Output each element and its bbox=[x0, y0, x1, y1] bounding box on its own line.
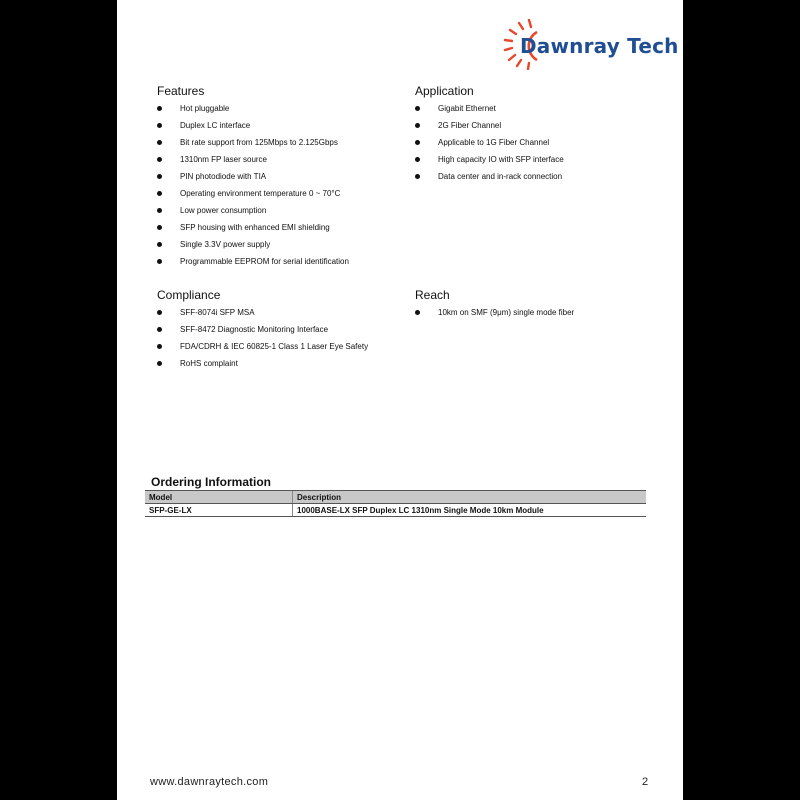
list-item bbox=[157, 325, 368, 342]
list-item-text: Bit rate support from 125Mbps to 2.125Gbps bbox=[180, 138, 338, 147]
list-item bbox=[415, 121, 564, 138]
list-item bbox=[415, 155, 564, 172]
list-item-text: SFF-8472 Diagnostic Monitoring Interface bbox=[180, 325, 329, 334]
bullet-icon bbox=[415, 106, 420, 111]
list-item bbox=[157, 308, 368, 325]
list-item bbox=[157, 155, 349, 172]
bullet-icon bbox=[157, 310, 162, 315]
bullet-icon bbox=[157, 361, 162, 366]
list-item bbox=[415, 172, 564, 189]
footer-website-link[interactable]: www.dawnraytech.com bbox=[150, 776, 269, 788]
list-item-text: 2G Fiber Channel bbox=[438, 121, 502, 130]
list-item-text: PIN photodiode with TIA bbox=[180, 172, 267, 181]
table-row bbox=[145, 504, 646, 517]
reach-list bbox=[415, 308, 574, 325]
application-heading: Application bbox=[415, 84, 474, 98]
list-item bbox=[157, 240, 349, 257]
application-list bbox=[415, 104, 564, 189]
list-item-text: High capacity IO with SFP interface bbox=[438, 155, 564, 164]
bullet-icon bbox=[415, 140, 420, 145]
bullet-icon bbox=[157, 140, 162, 145]
features-list bbox=[157, 104, 349, 274]
bullet-icon bbox=[415, 157, 420, 162]
bullet-icon bbox=[157, 174, 162, 179]
list-item bbox=[157, 138, 349, 155]
list-item-text: Applicable to 1G Fiber Channel bbox=[438, 138, 550, 147]
list-item-text: Gigabit Ethernet bbox=[438, 104, 496, 113]
list-item-text: FDA/CDRH & IEC 60825-1 Class 1 Laser Eye Safety bbox=[180, 342, 369, 351]
list-item-text: Duplex LC interface bbox=[180, 121, 251, 130]
bullet-icon bbox=[157, 157, 162, 162]
list-item bbox=[157, 223, 349, 240]
list-item bbox=[415, 104, 564, 121]
document-page bbox=[117, 0, 683, 800]
list-item-text: Single 3.3V power supply bbox=[180, 240, 271, 249]
list-item bbox=[157, 359, 368, 376]
bullet-icon bbox=[415, 174, 420, 179]
compliance-list bbox=[157, 308, 368, 376]
column-header-description: Description bbox=[293, 491, 647, 504]
features-heading: Features bbox=[157, 84, 205, 98]
description-cell: 1000BASE-LX SFP Duplex LC 1310nm Single Mode 10km Module bbox=[293, 504, 647, 517]
list-item-text: 1310nm FP laser source bbox=[180, 155, 268, 164]
bullet-icon bbox=[157, 344, 162, 349]
list-item bbox=[415, 308, 574, 325]
list-item bbox=[157, 104, 349, 121]
list-item bbox=[157, 342, 368, 359]
bullet-icon bbox=[157, 208, 162, 213]
list-item-text: RoHS complaint bbox=[180, 359, 238, 368]
list-item-text: Programmable EEPROM for serial identification bbox=[180, 257, 349, 266]
model-cell: SFP-GE-LX bbox=[145, 504, 293, 517]
list-item-text: 10km on SMF (9μm) single mode fiber bbox=[438, 308, 575, 317]
bullet-icon bbox=[157, 327, 162, 332]
bullet-icon bbox=[157, 191, 162, 196]
list-item-text: SFF-8074i SFP MSA bbox=[180, 308, 255, 317]
compliance-heading: Compliance bbox=[157, 288, 221, 302]
ordering-heading: Ordering Information bbox=[151, 475, 271, 489]
reach-heading: Reach bbox=[415, 288, 450, 302]
list-item-text: Operating environment temperature 0 ~ 70°C bbox=[180, 189, 341, 198]
list-item bbox=[157, 121, 349, 138]
bullet-icon bbox=[415, 310, 420, 315]
ordering-header-row bbox=[145, 491, 646, 504]
bullet-icon bbox=[157, 242, 162, 247]
bullet-icon bbox=[157, 106, 162, 111]
list-item-text: Hot pluggable bbox=[180, 104, 230, 113]
column-header-model: Model bbox=[145, 491, 293, 504]
list-item-text: Low power consumption bbox=[180, 206, 267, 215]
list-item bbox=[415, 138, 564, 155]
brand-name: Dawnray Tech bbox=[520, 34, 679, 58]
list-item bbox=[157, 257, 349, 274]
bullet-icon bbox=[157, 225, 162, 230]
bullet-icon bbox=[157, 123, 162, 128]
page-number: 2 bbox=[642, 776, 649, 788]
ordering-table bbox=[145, 490, 646, 517]
list-item bbox=[157, 172, 349, 189]
bullet-icon bbox=[157, 259, 162, 264]
bullet-icon bbox=[415, 123, 420, 128]
list-item bbox=[157, 189, 349, 206]
list-item-text: SFP housing with enhanced EMI shielding bbox=[180, 223, 330, 232]
list-item-text: Data center and in-rack connection bbox=[438, 172, 563, 181]
list-item bbox=[157, 206, 349, 223]
